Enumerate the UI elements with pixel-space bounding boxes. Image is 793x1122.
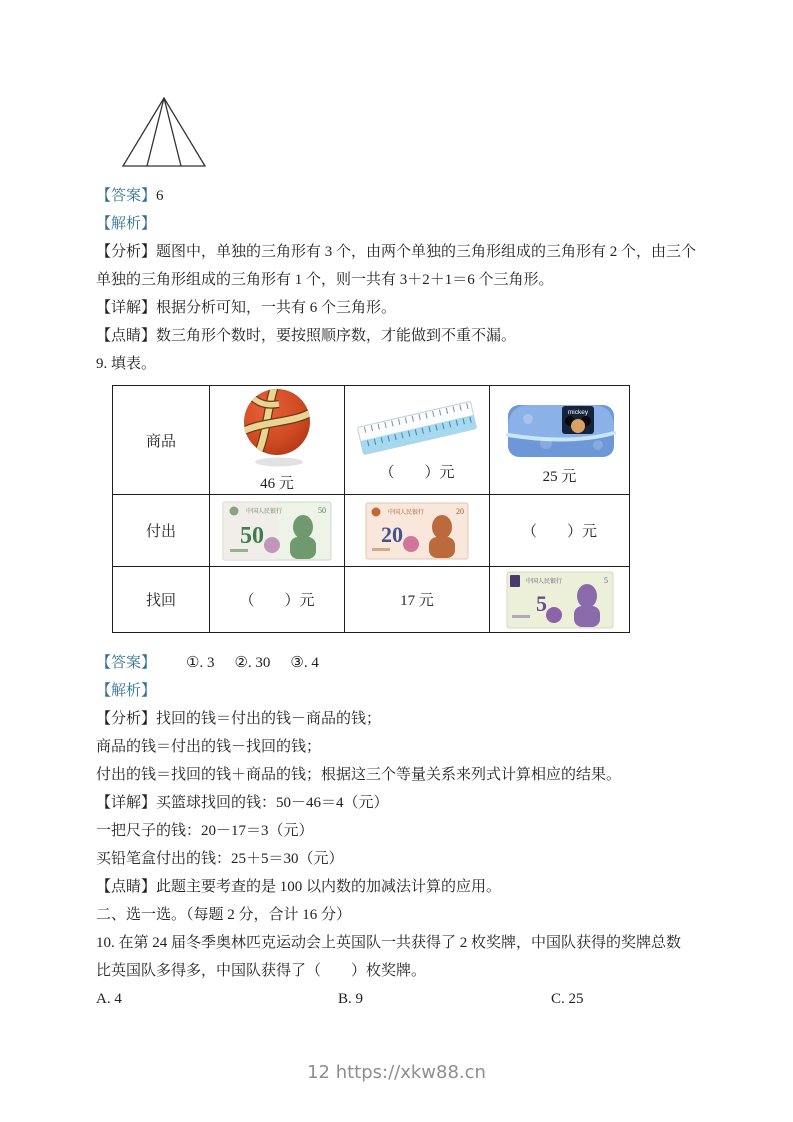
q8-analysis-tag-line [96,210,716,238]
cell-bill-5 [490,567,630,633]
cell-basketball [210,386,345,495]
basketball-image [237,386,317,475]
q8-answer-line [96,182,716,210]
answer-tag: 【答案】 [96,188,157,204]
section2-heading: 二、选一选。（每题 2 分，合计 16 分） [96,907,352,923]
q9-answer-line [96,649,716,677]
q8-answer-value: 6 [156,188,164,204]
row-header-change: 找回 [113,567,210,633]
q9-analysis-tag-line [96,677,716,705]
q8-detail-line: 【详解】根据分析可知，一共有 6 个三角形。 [96,300,397,316]
q9-detail-line-3: 买铅笔盒付出的钱：25＋5＝30（元） [96,851,344,867]
q9-answer-item-1: ①. 3 [186,655,215,671]
ruler-price-blank: （ ）元 [379,465,455,481]
q9-title: 9. 填表。 [96,356,157,372]
q9-analysis-line-2: 商品的钱＝付出的钱－找回的钱； [96,739,322,755]
cell-change-ruler: 17 元 [345,567,490,633]
q9-analysis-line-3: 付出的钱＝找回的钱＋商品的钱；根据这三个等量关系来列式计算相应的结果。 [96,767,622,783]
option-c: C. 25 [551,991,584,1007]
document-content [96,96,716,1013]
q8-analysis-line-2: 单独的三角形组成的三角形有 1 个，则一共有 3＋2＋1＝6 个三角形。 [96,272,554,288]
analysis-tag: 【解析】 [96,683,157,699]
option-b: B. 9 [338,991,364,1007]
bill-50-bank-text: 中国人民银行 [246,508,283,515]
option-a: A. 4 [96,991,122,1007]
bill-20-numeral: 20 [381,521,403,547]
bill-5-numeral: 5 [535,590,547,616]
q9-analysis-line-1: 【分析】找回的钱＝付出的钱－商品的钱； [96,711,382,727]
pencil-case-image [500,393,620,468]
triangle-figure [120,96,208,169]
page-footer: 12 https://xkw88.cn [307,1062,486,1083]
row-header-goods: 商品 [113,386,210,495]
table-row-paid [113,495,630,567]
svg-text:20: 20 [456,506,464,516]
cell-paid-blank: （ ）元 [490,495,630,567]
svg-text:5: 5 [603,575,608,585]
basketball-price: 46 元 [260,476,294,492]
bill-20-bank-text: 中国人民银行 [388,509,425,516]
q8-analysis-line-1: 【分析】题图中，单独的三角形有 3 个，由两个单独的三角形组成的三角形有 2 个，由三个 [96,244,697,260]
cell-bill-50 [210,495,345,567]
pencilcase-brand-text: mickey [567,409,588,416]
q9-tip-line: 【点睛】此题主要考查的是 100 以内数的加减法计算的应用。 [96,879,502,895]
bill-50-image [210,501,344,561]
cell-pencil-case [490,386,630,495]
q8-tip-line: 【点睛】数三角形个数时，要按照顺序数，才能做到不重不漏。 [96,328,517,344]
bill-5-bank-text: 中国人民银行 [525,578,562,585]
q9-answer-item-2: ②. 30 [234,655,271,671]
fill-in-table [112,385,630,633]
table-row-change [113,567,630,633]
q10-options [96,985,716,1013]
q10-line-1: 10. 在第 24 届冬季奥林匹克运动会上英国队一共获得了 2 枚奖牌，中国队获得的奖牌总数 [96,935,682,951]
q9-detail-line-1: 【详解】买篮球找回的钱：50－46＝4（元） [96,795,389,811]
answer-tag: 【答案】 [96,655,157,671]
q9-detail-line-2: 一把尺子的钱：20－17＝3（元） [96,823,314,839]
cell-bill-20 [345,495,490,567]
cell-ruler [345,386,490,495]
analysis-tag: 【解析】 [96,216,157,232]
bill-5-image [490,571,629,629]
q9-answer-item-3: ③. 4 [290,655,319,671]
bill-20-image [345,502,489,560]
pencil-case-price: 25 元 [542,469,577,485]
cell-change-blank: （ ）元 [210,567,345,633]
bill-50-numeral: 50 [240,522,264,549]
row-header-paid: 付出 [113,495,210,567]
q10-line-2: 比英国队多得多，中国队获得了（ ）枚奖牌。 [96,963,427,979]
svg-text:50: 50 [318,505,326,515]
ruler-image [351,397,483,464]
table-row-goods [113,386,630,495]
